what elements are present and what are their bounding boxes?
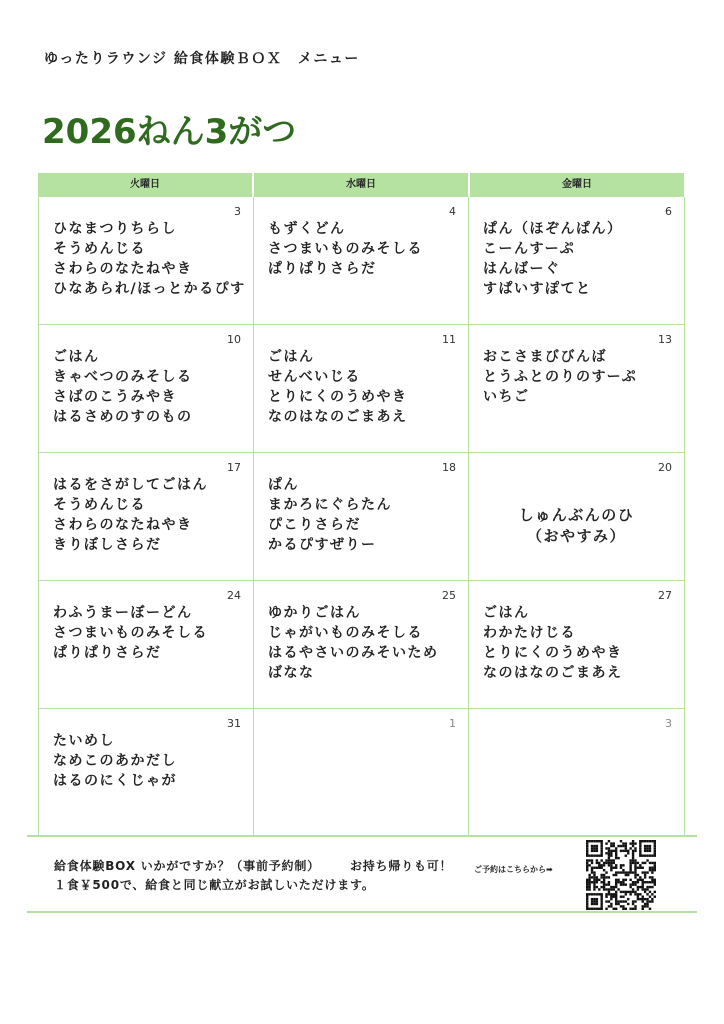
menu-item: ぴこりさらだ: [268, 517, 361, 533]
day-number: 31: [227, 717, 241, 730]
footer-line-1: [54, 857, 452, 876]
menu-items: [53, 219, 246, 299]
menu-item: もずくどん: [268, 221, 346, 237]
menu-item: そうめんじる: [53, 241, 146, 257]
calendar-day-cell: [254, 453, 469, 581]
menu-item: ひなあられ/ほっとかるぴす: [53, 281, 246, 297]
weekday-header-tuesday: 火曜日: [38, 173, 254, 197]
calendar-day-cell: [469, 453, 685, 581]
menu-items: [483, 347, 674, 407]
month-title: 2026ねん3がつ: [42, 112, 297, 152]
day-number: 27: [658, 589, 672, 602]
menu-item: まかろにぐらたん: [268, 497, 392, 513]
menu-item: きゃべつのみそしる: [53, 369, 193, 385]
menu-item: なめこのあかだし: [53, 753, 177, 769]
reservation-label: ご予約はこちらから➡: [474, 865, 553, 874]
calendar-day-cell: [39, 197, 254, 325]
weekday-header-friday: 金曜日: [470, 173, 684, 197]
holiday-line: （おやすみ）: [526, 527, 626, 545]
day-number: 6: [665, 205, 672, 218]
holiday-note: [469, 505, 684, 547]
menu-item: ごはん: [268, 349, 315, 365]
menu-item: じゃがいものみそしる: [268, 625, 423, 641]
menu-items: [53, 475, 243, 555]
menu-item: こーんすーぷ: [483, 241, 576, 257]
menu-item: かるぴすぜりー: [268, 537, 377, 553]
menu-item: たいめし: [53, 733, 115, 749]
calendar-grid: [38, 197, 684, 837]
calendar-day-cell: [469, 325, 685, 453]
menu-item: いちご: [483, 389, 530, 405]
day-number: 1: [449, 717, 456, 730]
calendar-day-cell: [254, 197, 469, 325]
calendar-day-cell: [39, 325, 254, 453]
menu-item: ぱりぱりさらだ: [268, 261, 377, 277]
menu-items: [53, 603, 243, 663]
menu-item: とりにくのうめやき: [268, 389, 408, 405]
calendar-day-cell: [39, 581, 254, 709]
menu-items: [483, 603, 674, 683]
menu-item: おこさまびびんば: [483, 349, 607, 365]
menu-item: ごはん: [483, 605, 530, 621]
menu-items: [53, 731, 243, 791]
page-header-title: ゆったりラウンジ 給食体験ＢＯＸ メニュー: [44, 51, 360, 67]
menu-item: わふうまーぼーどん: [53, 605, 193, 621]
menu-item: すぱいすぽてと: [483, 281, 592, 297]
day-number: 13: [658, 333, 672, 346]
menu-item: さつまいものみそしる: [268, 241, 423, 257]
menu-item: わかたけじる: [483, 625, 576, 641]
menu-item: ばなな: [268, 665, 315, 681]
day-number: 10: [227, 333, 241, 346]
menu-item: ゆかりごはん: [268, 605, 361, 621]
day-number: 18: [442, 461, 456, 474]
footer-takeout-note: お持ち帰りも可！: [349, 859, 453, 873]
calendar-day-cell: [39, 709, 254, 837]
day-number: 24: [227, 589, 241, 602]
menu-item: はんばーぐ: [483, 261, 561, 277]
menu-item: はるのにくじゃが: [53, 773, 177, 789]
menu-item: とりにくのうめやき: [483, 645, 623, 661]
calendar-day-cell: [39, 453, 254, 581]
calendar-day-cell: [254, 709, 469, 837]
menu-item: さわらのなたねやき: [53, 517, 193, 533]
day-number: 3: [665, 717, 672, 730]
menu-item: さわらのなたねやき: [53, 261, 193, 277]
menu-item: とうふとのりのすーぷ: [483, 369, 638, 385]
weekday-header-wednesday: 水曜日: [254, 173, 470, 197]
menu-item: はるさめのすのもの: [53, 409, 193, 425]
footer-box-invite: 給食体験BOX いかがですか？（事前予約制）: [54, 859, 320, 873]
menu-item: きりぼしさらだ: [53, 537, 162, 553]
calendar-day-cell: [469, 197, 685, 325]
menu-items: [53, 347, 243, 427]
menu-item: ぱん（ほぞんぱん）: [483, 221, 623, 237]
calendar-day-cell: [469, 709, 685, 837]
footer-bottom-divider: [27, 911, 697, 913]
menu-item: なのはなのごまあえ: [268, 409, 408, 425]
menu-item: ぱん: [268, 477, 299, 493]
day-number: 4: [449, 205, 456, 218]
footer-top-divider: [27, 835, 697, 837]
day-number: 20: [658, 461, 672, 474]
menu-item: さばのこうみやき: [53, 389, 177, 405]
menu-item: はるをさがしてごはん: [53, 477, 208, 493]
menu-item: さつまいものみそしる: [53, 625, 208, 641]
day-number: 3: [234, 205, 241, 218]
calendar-day-cell: [254, 581, 469, 709]
menu-items: [483, 219, 674, 299]
day-number: 11: [442, 333, 456, 346]
menu-item: はるやさいのみそいため: [268, 645, 439, 661]
weekday-header-row: [38, 173, 684, 197]
menu-calendar: [38, 173, 684, 837]
menu-items: [268, 347, 458, 427]
footer-line-2: １食￥500で、給食と同じ献立がお試しいただけます。: [54, 878, 375, 892]
menu-items: [268, 475, 458, 555]
menu-items: [268, 219, 458, 279]
menu-item: ごはん: [53, 349, 100, 365]
reservation-qr-code[interactable]: [586, 840, 656, 910]
calendar-day-cell: [254, 325, 469, 453]
calendar-day-cell: [469, 581, 685, 709]
footer-info: [54, 857, 452, 895]
day-number: 17: [227, 461, 241, 474]
menu-item: ひなまつりちらし: [53, 221, 177, 237]
menu-item: なのはなのごまあえ: [483, 665, 623, 681]
menu-item: せんべいじる: [268, 369, 361, 385]
menu-item: ぱりぱりさらだ: [53, 645, 162, 661]
menu-items: [268, 603, 458, 683]
day-number: 25: [442, 589, 456, 602]
holiday-line: しゅんぶんのひ: [518, 506, 635, 524]
menu-item: そうめんじる: [53, 497, 146, 513]
